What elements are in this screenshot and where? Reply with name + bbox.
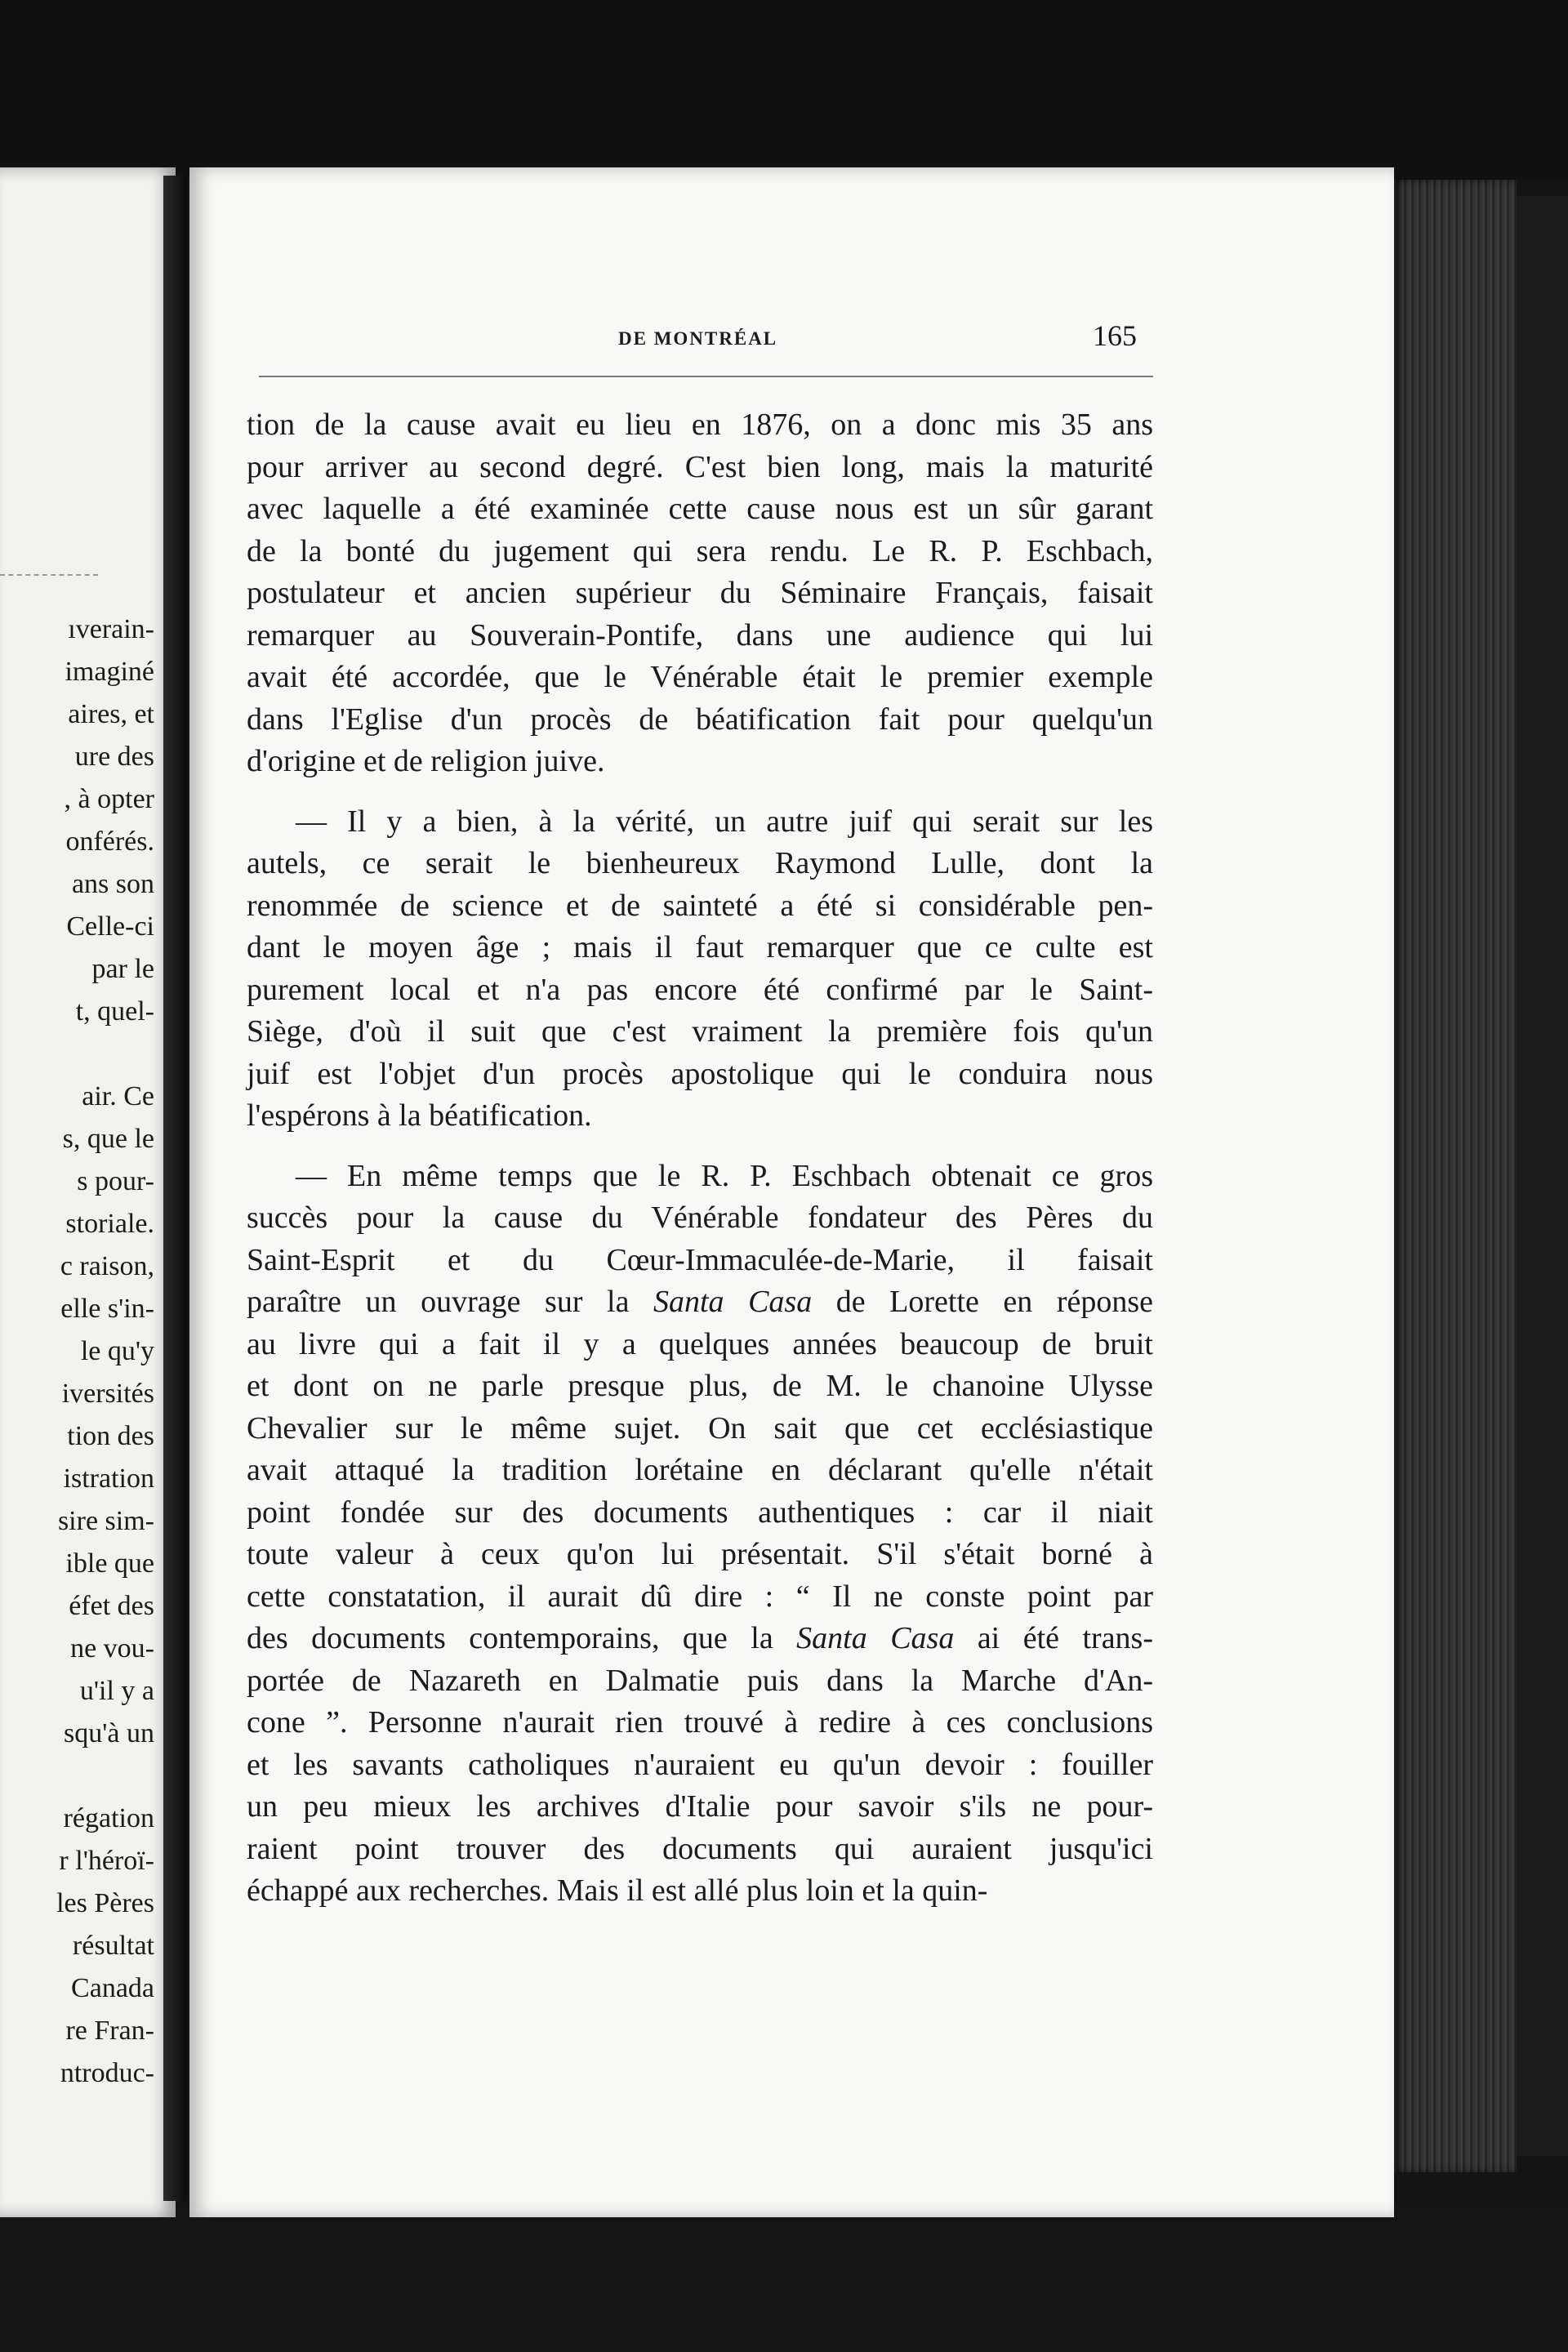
text-line: tion de la cause avait eu lieu en 1876, on a donc mis 35 ans bbox=[247, 408, 1153, 442]
left-page-line: le qu'y bbox=[80, 1336, 154, 1366]
left-page-line: re Fran- bbox=[65, 2016, 154, 2046]
left-page-line: s pour- bbox=[77, 1166, 154, 1196]
left-page-line: par le bbox=[91, 954, 154, 984]
left-page-line: ible que bbox=[65, 1548, 154, 1579]
text-line: avec laquelle a été examinée cette cause nous est un sûr garant bbox=[247, 492, 1153, 526]
text-line: Siège, d'où il suit que c'est vraiment la première fois qu'un bbox=[247, 1014, 1153, 1049]
left-page-line: les Pères bbox=[56, 1888, 154, 1918]
left-page-line: aires, et bbox=[68, 699, 154, 729]
left-page-line: sire sim- bbox=[57, 1506, 154, 1536]
text-line: cette constatation, il aurait dû dire : “ Il ne conste point par bbox=[247, 1579, 1153, 1614]
left-page-line: onférés. bbox=[65, 826, 154, 857]
text-line: au livre qui a fait il y a quelques années beaucoup de bruit bbox=[247, 1326, 1153, 1361]
left-page-line: r l'héroï- bbox=[59, 1846, 154, 1876]
book-page-edge bbox=[1394, 180, 1517, 2172]
left-page-line: squ'à un bbox=[64, 1718, 154, 1748]
book-cover-edge bbox=[1517, 196, 1568, 2156]
left-page-line: u'il y a bbox=[79, 1676, 154, 1706]
left-page-line: ıverain- bbox=[68, 614, 154, 644]
text-line: remarquer au Souverain-Pontife, dans une audience qui lui bbox=[247, 617, 1153, 653]
left-page-line: t, quel- bbox=[75, 996, 154, 1027]
text-line: — En même temps que le R. P. Eschbach obtenait ce gros bbox=[296, 1158, 1153, 1193]
left-page-line: istration bbox=[63, 1463, 154, 1494]
text-line: échappé aux recherches. Mais il est allé plus loin et la quin- bbox=[247, 1873, 988, 1908]
text-line: dant le moyen âge ; mais il faut remarquer que ce culte est bbox=[247, 930, 1153, 964]
left-page-text bbox=[0, 608, 154, 2095]
text-line: et dont on ne parle presque plus, de M. le chanoine Ulysse bbox=[247, 1369, 1153, 1403]
left-page-line: résultat bbox=[72, 1931, 154, 1961]
left-page-line: tion des bbox=[67, 1421, 154, 1451]
text-line: un peu mieux les archives d'Italie pour savoir s'ils ne pour- bbox=[247, 1789, 1153, 1824]
paragraph bbox=[247, 404, 1153, 783]
text-line: point fondée sur des documents authentiques : car il niait bbox=[247, 1494, 1153, 1530]
text-line: toute valeur à ceux qu'on lui présentait. S'il s'était borné à bbox=[247, 1537, 1153, 1571]
dark-background-bottom bbox=[0, 2205, 1568, 2352]
main-page bbox=[189, 167, 1394, 2217]
text-line: pour arriver au second degré. C'est bien long, mais la maturité bbox=[247, 449, 1153, 484]
text-line: juif est l'objet d'un procès apostolique qui le conduira nous bbox=[247, 1056, 1153, 1091]
text-line: renommée de science et de sainteté a été si considérable pen- bbox=[247, 888, 1153, 923]
left-page-line bbox=[0, 1755, 154, 1797]
left-page-line: ans son bbox=[71, 869, 154, 899]
left-page-line: ntroduc- bbox=[60, 2058, 154, 2088]
left-page-line: s, que le bbox=[62, 1124, 154, 1154]
text-line: portée de Nazareth en Dalmatie puis dans la Marche d'An- bbox=[247, 1663, 1153, 1698]
left-page-line: ne vou- bbox=[70, 1633, 154, 1664]
text-line: cone ”. Personne n'aurait rien trouvé à redire à ces conclusions bbox=[247, 1705, 1153, 1740]
text-line: Chevalier sur le même sujet. On sait que cet ecclésiastique bbox=[247, 1410, 1153, 1446]
text-line: dans l'Eglise d'un procès de béatification fait pour quelqu'un bbox=[247, 702, 1153, 737]
text-line: autels, ce serait le bienheureux Raymond Lulle, dont la bbox=[247, 846, 1153, 880]
text-line: succès pour la cause du Vénérable fondateur des Pères du bbox=[247, 1200, 1153, 1235]
paragraph bbox=[247, 801, 1153, 1138]
left-page-line: régation bbox=[63, 1803, 154, 1833]
paragraph bbox=[247, 1156, 1153, 1913]
left-page-line: storiale. bbox=[65, 1209, 154, 1239]
text-line: et les savants catholiques n'auraient eu qu'un devoir : fouiller bbox=[247, 1747, 1153, 1782]
left-page-line: elle s'in- bbox=[60, 1294, 154, 1324]
dark-background-top bbox=[0, 0, 1568, 180]
text-line: Saint-Esprit et du Cœur-Immaculée-de-Marie, il faisait bbox=[247, 1242, 1153, 1277]
header-rule bbox=[259, 376, 1153, 377]
text-line: de la bonté du jugement qui sera rendu. Le R. P. Eschbach, bbox=[247, 533, 1153, 568]
left-page-line: éfet des bbox=[69, 1591, 154, 1621]
text-line: l'espérons à la béatification. bbox=[247, 1098, 592, 1133]
text-line: paraître un ouvrage sur la Santa Casa de Lorette en réponse bbox=[247, 1285, 1153, 1319]
text-line: avait attaqué la tradition lorétaine en déclarant qu'elle n'était bbox=[247, 1453, 1153, 1487]
page-number: 165 bbox=[1093, 319, 1137, 352]
left-page-line: Canada bbox=[71, 1973, 154, 2003]
text-line: raient point trouver des documents qui auraient jusqu'ici bbox=[247, 1831, 1153, 1866]
left-page-line: air. Ce bbox=[82, 1081, 154, 1111]
running-title: DE MONTRÉAL bbox=[618, 328, 778, 349]
left-page-line: iversités bbox=[61, 1379, 154, 1409]
left-page-line bbox=[0, 1033, 154, 1076]
text-line: des documents contemporains, que la Santa Casa ai été trans- bbox=[247, 1621, 1154, 1655]
left-facing-page bbox=[0, 167, 176, 2217]
left-page-line: c raison, bbox=[60, 1251, 154, 1281]
left-page-line: ure des bbox=[74, 742, 154, 772]
running-head bbox=[189, 319, 1394, 366]
text-line: d'origine et de religion juive. bbox=[247, 744, 605, 778]
left-page-line: Celle-ci bbox=[66, 911, 154, 942]
text-line: avait été accordée, que le Vénérable était le premier exemple bbox=[247, 660, 1153, 694]
body-text bbox=[247, 404, 1153, 1931]
text-line: postulateur et ancien supérieur du Séminaire Français, faisait bbox=[247, 576, 1153, 610]
text-line: purement local et n'a pas encore été confirmé par le Saint- bbox=[247, 972, 1153, 1007]
text-line: — Il y a bien, à la vérité, un autre juif qui serait sur les bbox=[296, 804, 1153, 839]
left-page-rule bbox=[0, 574, 98, 576]
left-page-line: imaginé bbox=[65, 657, 154, 687]
left-page-line: , à opter bbox=[64, 784, 154, 814]
